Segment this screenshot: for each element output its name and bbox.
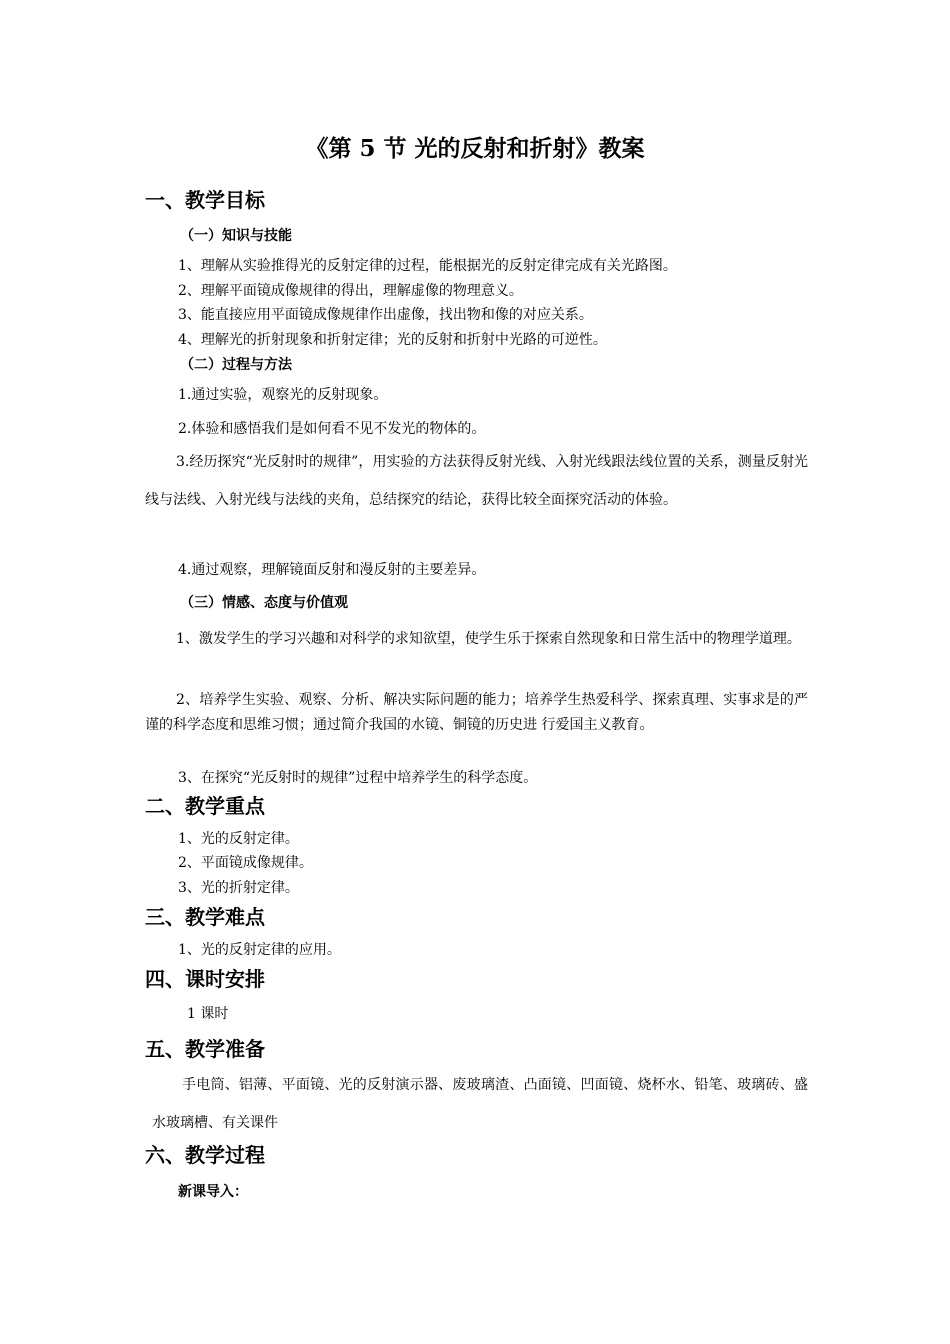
emotion-item-2: 2、培养学生实验、观察、分析、解决实际问题的能力；培养学生热爱科学、探索真理、实事求是的严谨的科学态度和思维习惯；通过简介我国的水镜、铜镜的历史进 行爱国主义教育。 [145,692,808,733]
process-item-2: 2.体验和感悟我们是如何看不见不发光的物体的。 [178,421,486,437]
preparation-text: 手电筒、铝薄、平面镜、光的反射演示器、废玻璃渣、凸面镜、凹面镜、烧杯水、铅笔、玻璃砖、盛水玻璃槽、有关课件 [152,1077,808,1131]
section-heading-key-points: 二、教学重点 [145,794,265,818]
document-title: 《第 5 节 光的反射和折射》教案 [305,135,645,162]
key-point-1: 1、光的反射定律。 [178,831,299,847]
knowledge-item-3: 3、能直接应用平面镜成像规律作出虚像，找出物和像的对应关系。 [178,307,593,323]
process-item-1: 1.通过实验，观察光的反射现象。 [178,387,388,403]
section-heading-objectives: 一、教学目标 [145,188,265,212]
knowledge-item-2: 2、理解平面镜成像规律的得出，理解虚像的物理意义。 [178,283,523,299]
knowledge-item-4: 4、理解光的折射现象和折射定律；光的反射和折射中光路的可逆性。 [178,332,607,348]
key-point-2: 2、平面镜成像规律。 [178,855,313,871]
subheading-emotion: （三）情感、态度与价值观 [180,595,348,611]
schedule-text: 1 课时 [187,1006,229,1022]
emotion-item-1: 1、激发学生的学习兴趣和对科学的求知欲望，使学生乐于探索自然现象和日常生活中的物理学道理。 [176,631,801,647]
process-item-3: 3.经历探究“光反射时的规律”，用实验的方法获得反射光线、入射光线跟法线位置的关系，测量反射光线与法线、入射光线与法线的夹角，总结探究的结论，获得比较全面探究活动的体验。 [145,454,808,508]
section-heading-procedure: 六、教学过程 [145,1143,265,1167]
key-point-3: 3、光的折射定律。 [178,880,299,896]
difficulty-1: 1、光的反射定律的应用。 [178,942,341,958]
procedure-intro: 新课导入： [178,1184,248,1200]
process-item-4: 4.通过观察，理解镜面反射和漫反射的主要差异。 [178,562,486,578]
subheading-process: （二）过程与方法 [180,357,292,373]
knowledge-item-1: 1、理解从实验推得光的反射定律的过程，能根据光的反射定律完成有关光路图。 [178,258,677,274]
section-heading-schedule: 四、课时安排 [145,967,265,991]
section-heading-preparation: 五、教学准备 [145,1037,265,1061]
emotion-item-3: 3、在探究“光反射时的规律”过程中培养学生的科学态度。 [178,770,538,786]
subheading-knowledge: （一）知识与技能 [180,228,292,244]
section-heading-difficulties: 三、教学难点 [145,905,265,929]
